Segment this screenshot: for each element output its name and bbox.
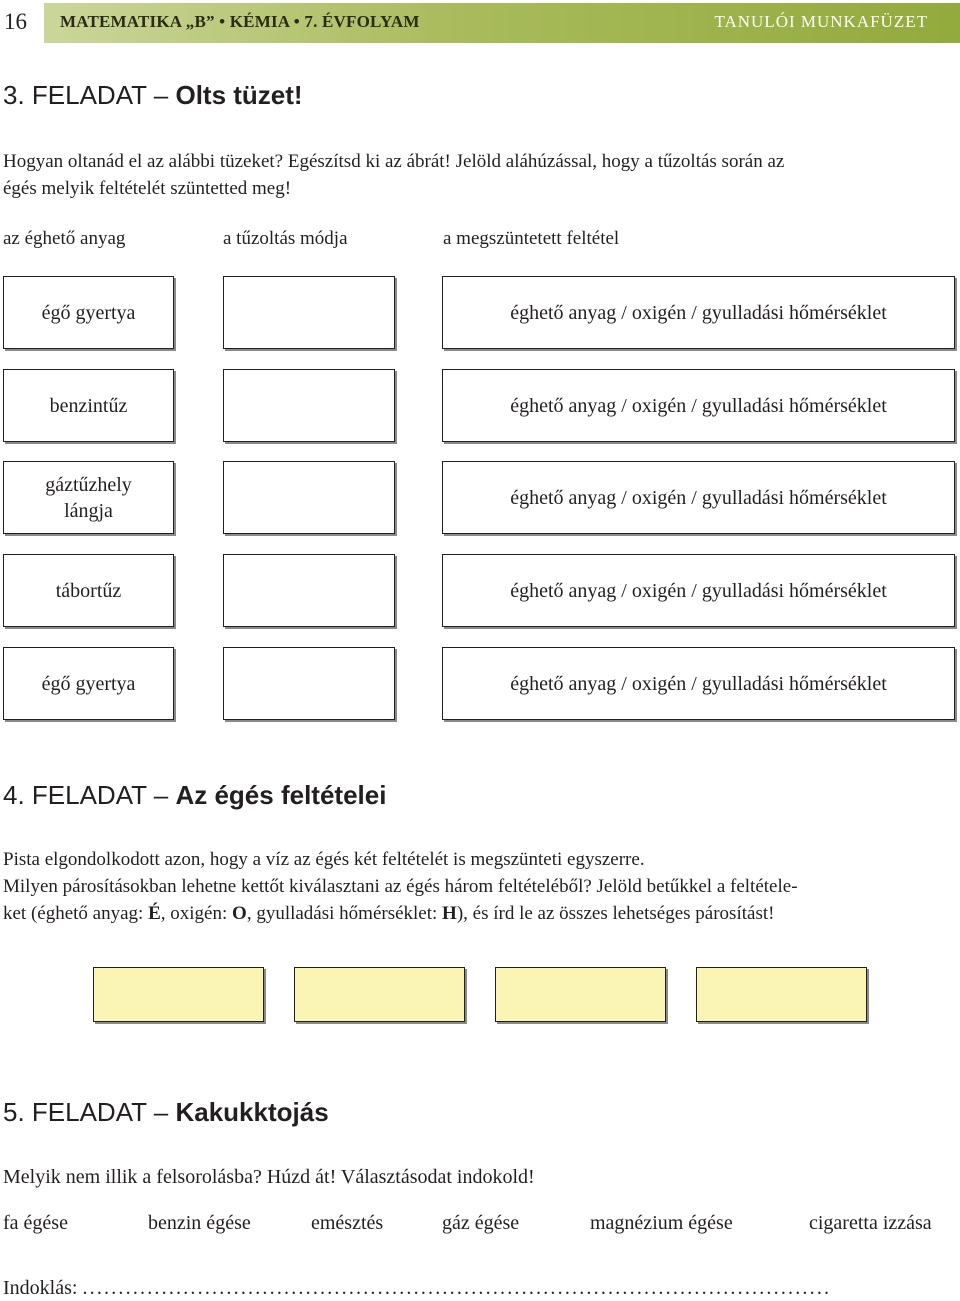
condition-box <box>442 461 955 534</box>
odd-one-out-item[interactable]: cigaretta izzása <box>809 1212 932 1234</box>
task5-heading <box>3 1097 329 1128</box>
title-dash: – <box>153 1097 176 1127</box>
fuel-box <box>3 647 174 720</box>
task4-text <box>3 846 958 927</box>
pair-answer-box[interactable] <box>696 967 867 1022</box>
fuel-box <box>3 461 174 534</box>
pair-answer-box[interactable] <box>495 967 666 1022</box>
odd-one-out-item[interactable]: fa égése <box>3 1212 68 1234</box>
reason-label: Indoklás: <box>3 1277 78 1299</box>
fuel-label-line2: lángja <box>64 499 113 522</box>
odd-one-out-item[interactable]: benzin égése <box>148 1212 251 1234</box>
condition-options[interactable]: éghető anyag / oxigén / gyulladási hőmérséklet <box>510 672 887 695</box>
method-answer-box[interactable] <box>223 369 395 442</box>
fuel-box <box>3 554 174 627</box>
method-answer-box[interactable] <box>223 276 395 349</box>
pair-answer-box[interactable] <box>93 967 264 1022</box>
method-answer-box[interactable] <box>223 647 395 720</box>
task3-number: 3. FELADAT <box>3 80 147 110</box>
method-answer-box[interactable] <box>223 554 395 627</box>
odd-one-out-item[interactable]: emésztés <box>311 1212 384 1234</box>
pair-answer-box[interactable] <box>294 967 465 1022</box>
task5-title: Kakukktojás <box>175 1097 329 1127</box>
task3-instructions-line2: égés melyik feltételét szüntetted meg! <box>3 178 292 199</box>
fuel-box <box>3 276 174 349</box>
header-subject-title: MATEMATIKA „B” • KÉMIA • 7. ÉVFOLYAM <box>60 12 420 31</box>
condition-box <box>442 554 955 627</box>
header-workbook-title: TANULÓI MUNKAFÜZET <box>714 12 928 31</box>
task3-instructions-line1: Hogyan oltanád el az alábbi tüzeket? Egészítsd ki az ábrát! Jelöld aláhúzással, hogy a tűzoltás során az <box>3 151 785 172</box>
title-dash: – <box>153 780 176 810</box>
page-header <box>0 0 960 45</box>
condition-options[interactable]: éghető anyag / oxigén / gyulladási hőmérséklet <box>510 486 887 509</box>
task4-line3: ket (éghető anyag: É, oxigén: O, gyulladási hőmérséklet: H), és írd le az összes lehetséges párosítást! <box>3 903 775 924</box>
task4-heading <box>3 780 386 811</box>
task4-number: 4. FELADAT <box>3 780 147 810</box>
reason-dotted-line[interactable]: ........................................................................................................ <box>82 1277 832 1299</box>
fuel-label: benzintűz <box>49 394 128 417</box>
task3-title: Olts tüzet! <box>175 80 303 110</box>
condition-box <box>442 276 955 349</box>
odd-one-out-item[interactable]: gáz égése <box>442 1212 520 1234</box>
page-number: 16 <box>4 9 27 34</box>
letter-h: H <box>442 903 457 924</box>
fuel-label: tábortűz <box>55 579 122 602</box>
title-dash: – <box>153 80 176 110</box>
odd-one-out-item[interactable]: magnézium égése <box>590 1212 733 1234</box>
task5-number: 5. FELADAT <box>3 1097 147 1127</box>
task4-line1: Pista elgondolkodott azon, hogy a víz az égés két feltételét is megszünteti egyszerre. <box>3 849 645 870</box>
fuel-label: égő gyertya <box>41 301 136 324</box>
column-header-condition: a megszüntetett feltétel <box>443 228 620 249</box>
fuel-label: égő gyertya <box>41 672 136 695</box>
condition-box <box>442 369 955 442</box>
condition-box <box>442 647 955 720</box>
fuel-label-line1: gáztűzhely <box>45 473 132 496</box>
method-answer-box[interactable] <box>223 461 395 534</box>
task3-instructions <box>3 148 958 202</box>
task3-heading <box>3 80 303 111</box>
condition-options[interactable]: éghető anyag / oxigén / gyulladási hőmérséklet <box>510 301 887 324</box>
column-header-fuel: az éghető anyag <box>3 228 126 249</box>
column-header-method: a tűzoltás módja <box>223 228 348 249</box>
fuel-box <box>3 369 174 442</box>
task4-title: Az égés feltételei <box>175 780 387 810</box>
condition-options[interactable]: éghető anyag / oxigén / gyulladási hőmérséklet <box>510 579 887 602</box>
reason-line[interactable] <box>3 1277 958 1301</box>
task5-instruction: Melyik nem illik a felsorolásba? Húzd át! Választásodat indokold! <box>3 1166 535 1188</box>
letter-e: É <box>148 903 161 924</box>
task4-line2: Milyen párosításokban lehetne kettőt kiválasztani az égés három feltételéből? Jelöld betűkkel a feltétele- <box>3 876 798 897</box>
condition-options[interactable]: éghető anyag / oxigén / gyulladási hőmérséklet <box>510 394 887 417</box>
letter-o: O <box>232 903 247 924</box>
